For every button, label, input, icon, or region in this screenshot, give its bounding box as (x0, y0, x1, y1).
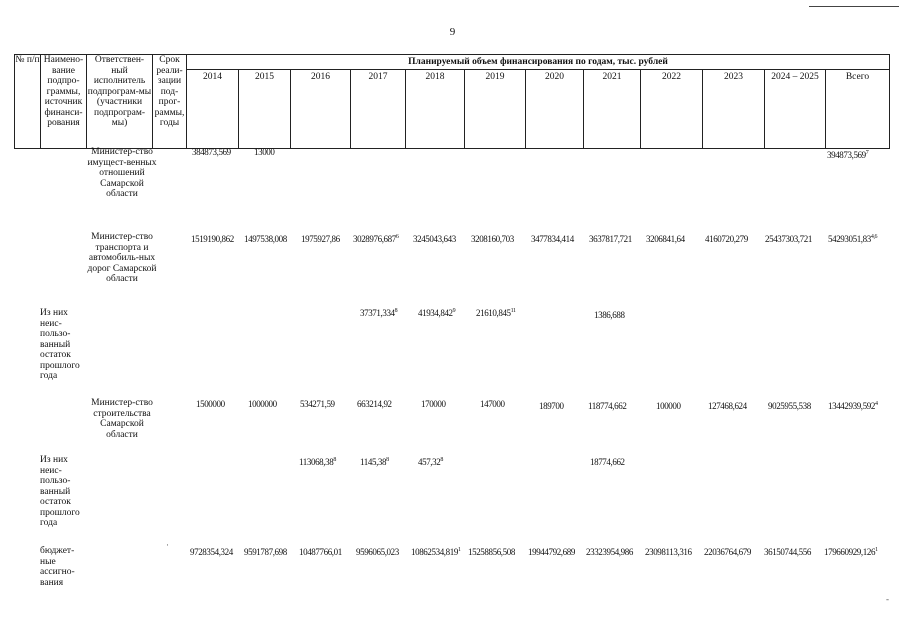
row1-total: 394873,569$^7$ (827, 150, 869, 160)
row6-total: 179660929,126$^1$ (824, 547, 878, 557)
row3-2021: 1386,688 (594, 310, 625, 320)
row4-2024-2025: 9025955,538 (768, 401, 811, 411)
row2-2022: 3206841,64 (646, 234, 685, 244)
row6-2024-2025: 36150744,556 (764, 547, 811, 557)
header-num: № п/п (15, 55, 41, 149)
row6-2015: 9591787,698 (244, 547, 287, 557)
row2-total: 54293051,83$^{4,6}$ (828, 234, 878, 244)
row3-label: Из них неис-пользо-ванный остаток прошлого года (40, 308, 80, 381)
row2-2016: 1975927,86 (301, 234, 340, 244)
year-2020: 2020 (526, 70, 584, 149)
row2-executor: Министер-ство транспорта и автомобиль-ных дорог Самарской области (87, 232, 157, 284)
row4-2020: 189700 (539, 401, 564, 411)
row4-2022: 100000 (656, 401, 681, 411)
scan-mark: - (886, 594, 889, 604)
row6-2021: 23323954,986 (586, 547, 633, 557)
year-2017: 2017 (351, 70, 406, 149)
row2-2021: 3637817,721 (589, 234, 632, 244)
row4-2015: 1000000 (248, 399, 277, 409)
row6-2018: 10862534,819$^1$ (411, 547, 461, 557)
row4-2019: 147000 (480, 399, 505, 409)
row2-2015: 1497538,008 (244, 234, 287, 244)
year-2016: 2016 (291, 70, 351, 149)
row5-2021: 18774,662 (590, 457, 625, 467)
table-header (14, 54, 890, 149)
row2-2014: 1519190,862 (191, 234, 234, 244)
row2-2018: 3245043,643 (413, 234, 456, 244)
year-total: Всего (826, 70, 890, 149)
year-2018: 2018 (406, 70, 465, 149)
year-2022: 2022 (641, 70, 703, 149)
row6-2016: 10487766,01 (299, 547, 342, 557)
row3-2017: 37371,334$^8$ (360, 308, 398, 318)
row6-2014: 9728354,324 (190, 547, 233, 557)
row6-2022: 23098113,316 (645, 547, 692, 557)
year-2015: 2015 (239, 70, 291, 149)
row4-2023: 127468,624 (708, 401, 747, 411)
row2-2023: 4160720,279 (705, 234, 748, 244)
row6-2023: 22036764,679 (704, 547, 751, 557)
row1-executor: Министер-ство имущест-венных отношений Самарской области (87, 147, 157, 199)
header-term: Срок реали-зации под-прог-раммы, годы (153, 55, 187, 149)
year-2019: 2019 (465, 70, 526, 149)
row1-2015: 13000 (254, 147, 275, 157)
row2-2019: 3208160,703 (471, 234, 514, 244)
header-name: Наимено-вание подпро-граммы, источник финанси-рования (41, 55, 87, 149)
row4-2016: 534271,59 (300, 399, 335, 409)
row4-2017: 663214,92 (357, 399, 392, 409)
page-number: 9 (449, 26, 456, 38)
row4-2018: 170000 (421, 399, 446, 409)
row4-2021: 118774,662 (588, 401, 627, 411)
row2-2017: 3028976,687$^6$ (353, 234, 399, 244)
row3-2019: 21610,845$^{11}$ (476, 308, 516, 318)
row5-2016: 113068,38$^8$ (299, 457, 336, 467)
year-2021: 2021 (584, 70, 641, 149)
year-2014: 2014 (187, 70, 239, 149)
row6-2019: 15258856,508 (468, 547, 515, 557)
row4-executor: Министер-ство строительства Самарской области (91, 398, 153, 440)
row6-2017: 9596065,023 (356, 547, 399, 557)
year-2024-2025: 2024 – 2025 (765, 70, 826, 149)
header-executor: Ответствен-ный исполнитель подпрограм-мы (участники подпрограм-мы) (87, 55, 153, 149)
top-rule (809, 6, 899, 7)
header-plan: Планируемый объем финансирования по годам, тыс. рублей (187, 55, 890, 70)
row2-2020: 3477834,414 (531, 234, 574, 244)
row6-label: бюджет-ные ассигно-вания (40, 546, 75, 588)
row2-2024-2025: 25437303,721 (765, 234, 812, 244)
scan-mark: · (166, 540, 169, 550)
row3-2018: 41934,842$^9$ (418, 308, 456, 318)
row4-2014: 1500000 (196, 399, 225, 409)
year-2023: 2023 (703, 70, 765, 149)
row6-2020: 19944792,689 (528, 547, 575, 557)
row5-label: Из них неис-пользо-ванный остаток прошлого года (40, 455, 80, 528)
row1-2014: 384873,569 (192, 147, 231, 157)
row5-2017: 1145,38$^8$ (360, 457, 389, 467)
row4-total: 13442939,592$^4$ (828, 401, 878, 411)
row5-2018: 457,32$^8$ (418, 457, 443, 467)
